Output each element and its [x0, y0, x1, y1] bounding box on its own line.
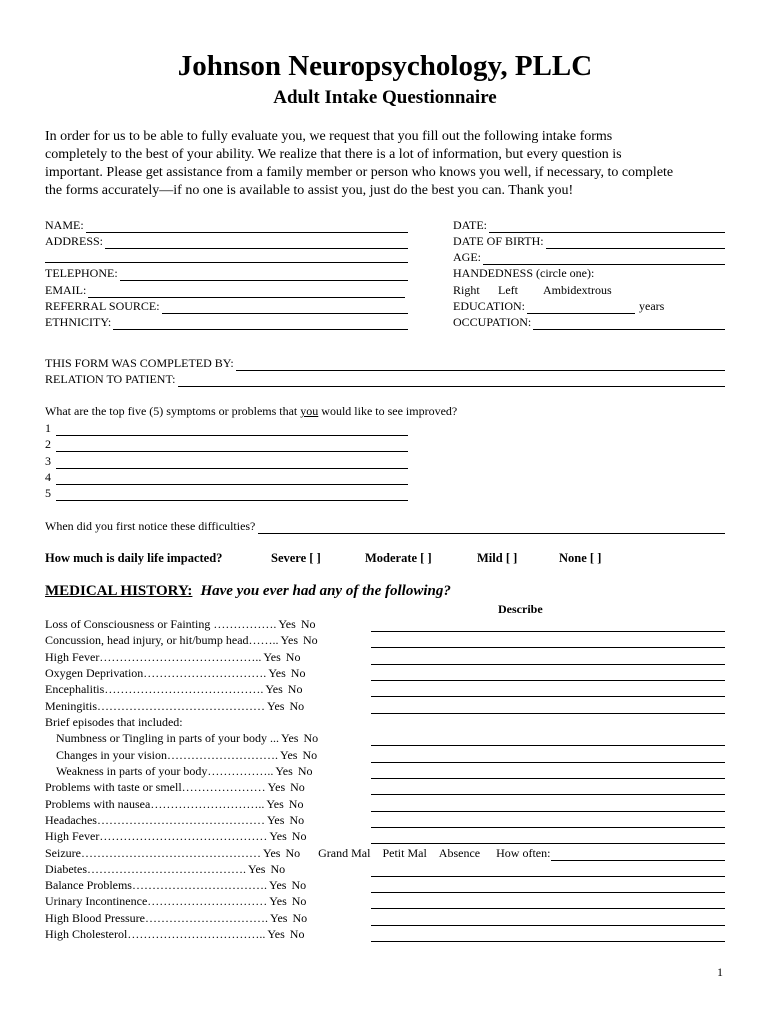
yes-option[interactable]: Yes — [266, 813, 285, 827]
medical-history-row — [45, 632, 725, 648]
condition-label: Seizure……………………………………… — [45, 846, 261, 860]
symptom-number: 2 — [45, 437, 51, 451]
yes-option[interactable]: Yes — [275, 764, 293, 778]
yes-option[interactable]: Yes — [262, 846, 281, 860]
page-title: Johnson Neuropsychology, PLLC — [177, 50, 593, 82]
intro-line: In order for us to be able to fully evaluate you, we request that you fill out the following intake forms — [45, 129, 613, 144]
ethnicity-line[interactable] — [113, 318, 408, 330]
medical-history-row — [45, 861, 725, 877]
age-line[interactable] — [483, 253, 725, 265]
occupation-line[interactable] — [533, 318, 725, 330]
no-option[interactable]: No — [289, 813, 305, 827]
date-line[interactable] — [489, 221, 725, 233]
describe-line[interactable] — [371, 832, 725, 844]
symptoms-question — [45, 403, 457, 419]
dob-label: DATE OF BIRTH: — [453, 234, 544, 248]
intro-paragraph — [45, 128, 673, 200]
dob-field[interactable] — [453, 233, 725, 249]
address-label: ADDRESS: — [45, 234, 104, 248]
medical-history-row — [45, 926, 725, 942]
handedness-label: HANDEDNESS (circle one): — [453, 266, 595, 280]
impact-none-checkbox[interactable]: None [ ] — [559, 551, 602, 565]
intro-line: the forms accurately—if no one is available to assist you, just do the best you can. Thank you! — [45, 183, 574, 198]
yes-option[interactable]: Yes — [268, 666, 286, 680]
symptom-2-field[interactable] — [45, 436, 408, 452]
referral-field[interactable] — [45, 298, 408, 314]
describe-line[interactable] — [371, 636, 725, 648]
email-label: EMAIL: — [45, 283, 87, 297]
impact-question: How much is daily life impacted? — [45, 551, 223, 565]
symptom-number: 3 — [45, 454, 51, 468]
impact-mild-checkbox[interactable]: Mild [ ] — [477, 551, 518, 565]
symptoms-question-you: you — [300, 404, 319, 418]
medical-history-row — [56, 747, 725, 763]
no-option[interactable]: No — [289, 699, 305, 713]
age-label: AGE: — [453, 250, 481, 264]
condition-label: High Fever…………………………………… — [45, 829, 268, 843]
address-line[interactable] — [105, 237, 408, 249]
onset-label: When did you first notice these difficulties? — [45, 519, 256, 533]
symptom-1-field[interactable] — [45, 420, 408, 436]
ethnicity-field[interactable] — [45, 314, 408, 330]
completed-by-line[interactable] — [236, 359, 725, 371]
describe-line[interactable] — [371, 734, 725, 746]
no-option[interactable]: No — [291, 878, 307, 892]
describe-column-header: Describe — [498, 602, 543, 616]
symptoms-question-post: would like to see improved? — [318, 404, 458, 418]
how-often-line[interactable] — [551, 849, 725, 861]
no-option[interactable]: No — [289, 927, 305, 941]
symptom-4-field[interactable] — [45, 469, 408, 485]
symptom-line[interactable] — [56, 440, 408, 452]
no-option[interactable]: No — [292, 911, 308, 925]
handedness-ambidextrous[interactable]: Ambidextrous — [543, 283, 612, 297]
condition-label: Numbness or Tingling in parts of your body ... — [56, 731, 280, 745]
yes-option[interactable]: Yes — [281, 731, 299, 745]
address-field[interactable] — [45, 233, 408, 249]
no-option[interactable]: No — [290, 666, 306, 680]
describe-line[interactable] — [371, 751, 725, 763]
education-line[interactable] — [527, 302, 635, 314]
medical-history-row — [45, 910, 725, 926]
grand-mal-option[interactable]: Grand Mal — [318, 846, 371, 860]
describe-line[interactable] — [371, 930, 725, 942]
no-option[interactable]: No — [287, 682, 303, 696]
how-often-label: How often: — [496, 846, 551, 860]
condition-label: High Blood Pressure…………………………. — [45, 911, 268, 925]
medical-history-subtitle: Have you ever had any of the following? — [200, 583, 451, 599]
yes-option[interactable]: Yes — [280, 633, 298, 647]
condition-label: Urinary Incontinence………………………… — [45, 894, 268, 908]
handedness-left[interactable]: Left — [498, 283, 518, 297]
yes-option[interactable]: Yes — [266, 797, 284, 811]
describe-line[interactable] — [371, 669, 725, 681]
referral-line[interactable] — [162, 302, 408, 314]
no-option[interactable]: No — [291, 829, 307, 843]
impact-severe-checkbox[interactable]: Severe [ ] — [271, 551, 321, 565]
describe-line[interactable] — [371, 800, 725, 812]
describe-line[interactable] — [371, 653, 725, 665]
occupation-label: OCCUPATION: — [453, 315, 532, 329]
medical-history-row — [45, 665, 725, 681]
completed-by-label: THIS FORM WAS COMPLETED BY: — [45, 356, 234, 370]
yes-option[interactable]: Yes — [267, 699, 285, 713]
yes-option[interactable]: Yes — [247, 862, 266, 876]
symptom-line[interactable] — [56, 457, 408, 469]
condition-label: Loss of Consciousness or Fainting ……………. — [45, 617, 277, 631]
no-option[interactable]: No — [291, 894, 307, 908]
age-field[interactable] — [453, 249, 725, 265]
impact-moderate-checkbox[interactable]: Moderate [ ] — [365, 551, 432, 565]
brief-episodes-label: Brief episodes that included: — [45, 715, 183, 729]
date-label: DATE: — [453, 218, 487, 232]
name-label: NAME: — [45, 218, 84, 232]
symptom-number: 1 — [45, 421, 51, 435]
yes-option[interactable]: Yes — [280, 748, 298, 762]
page-subtitle: Adult Intake Questionnaire — [273, 87, 497, 108]
describe-line[interactable] — [371, 767, 725, 779]
email-field[interactable] — [45, 282, 405, 298]
medical-history-row — [56, 763, 725, 779]
medical-history-row — [45, 845, 725, 861]
yes-option[interactable]: Yes — [278, 617, 296, 631]
relation-label: RELATION TO PATIENT: — [45, 372, 176, 386]
telephone-line[interactable] — [120, 269, 408, 281]
condition-label: Changes in your vision………………………. — [56, 748, 278, 762]
condition-label: Concussion, head injury, or hit/bump head…….. — [45, 633, 279, 647]
medical-history-title: MEDICAL HISTORY: — [45, 583, 193, 599]
onset-field[interactable] — [45, 518, 725, 534]
symptom-line[interactable] — [56, 489, 408, 501]
absence-option[interactable]: Absence — [438, 846, 481, 860]
education-unit: years — [639, 299, 665, 313]
describe-line[interactable] — [371, 702, 725, 714]
condition-label: Diabetes…………………………………. — [45, 862, 246, 876]
email-line[interactable] — [88, 286, 405, 298]
no-option[interactable]: No — [288, 797, 304, 811]
condition-label: Problems with taste or smell………………… — [45, 780, 266, 794]
condition-label: Weakness in parts of your body…………….. — [56, 764, 274, 778]
no-option[interactable]: No — [285, 846, 301, 860]
yes-option[interactable]: Yes — [265, 682, 283, 696]
describe-line[interactable] — [371, 897, 725, 909]
no-option[interactable]: No — [302, 748, 318, 762]
describe-line[interactable] — [371, 816, 725, 828]
yes-option[interactable]: Yes — [267, 927, 285, 941]
medical-history-row — [45, 812, 725, 828]
symptom-line[interactable] — [56, 424, 408, 436]
medical-history-row — [45, 616, 725, 632]
intro-line: important. Please get assistance from a family member or person who knows you well, if necessary, to complete — [45, 165, 674, 180]
symptom-3-field[interactable] — [45, 453, 408, 469]
name-field[interactable] — [45, 217, 408, 233]
no-option[interactable]: No — [303, 633, 318, 647]
symptom-number: 5 — [45, 486, 51, 500]
no-option[interactable]: No — [303, 731, 319, 745]
occupation-field[interactable] — [453, 314, 725, 330]
date-field[interactable] — [453, 217, 725, 233]
yes-option[interactable]: Yes — [263, 650, 281, 664]
onset-line[interactable] — [258, 522, 725, 534]
address-line-2[interactable] — [45, 262, 408, 263]
describe-line[interactable] — [371, 620, 725, 632]
symptom-number: 4 — [45, 470, 51, 484]
condition-label: Meningitis…………………………………… — [45, 699, 266, 713]
condition-label: Problems with nausea……………………….. — [45, 797, 265, 811]
symptom-5-field[interactable] — [45, 485, 408, 501]
condition-label: Encephalitis…………………………………. — [45, 682, 264, 696]
medical-history-row — [45, 877, 725, 893]
handedness-right[interactable]: Right — [453, 283, 480, 297]
referral-label: REFERRAL SOURCE: — [45, 299, 160, 313]
medical-history-row — [45, 796, 725, 812]
yes-option[interactable]: Yes — [269, 894, 287, 908]
no-option[interactable]: No — [270, 862, 286, 876]
telephone-field[interactable] — [45, 265, 408, 281]
condition-label: Headaches…………………………………… — [45, 813, 265, 827]
no-option[interactable]: No — [297, 764, 313, 778]
yes-option[interactable]: Yes — [270, 911, 288, 925]
relation-line[interactable] — [178, 375, 725, 387]
condition-label: Oxygen Deprivation…………………………. — [45, 666, 267, 680]
medical-history-row — [45, 893, 725, 909]
dob-line[interactable] — [546, 237, 725, 249]
medical-history-row — [45, 828, 725, 844]
describe-line[interactable] — [371, 881, 725, 893]
telephone-label: TELEPHONE: — [45, 266, 118, 280]
medical-history-heading — [45, 583, 451, 600]
describe-line[interactable] — [371, 685, 725, 697]
education-field[interactable] — [453, 298, 635, 314]
medical-history-row — [45, 681, 725, 697]
describe-line[interactable] — [371, 865, 725, 877]
medical-history-row — [56, 730, 725, 746]
condition-label: High Fever………………………………….. — [45, 650, 262, 664]
no-option[interactable]: No — [300, 617, 316, 631]
yes-option[interactable]: Yes — [268, 878, 287, 892]
ethnicity-label: ETHNICITY: — [45, 315, 112, 329]
medical-history-row — [45, 649, 725, 665]
medical-history-row — [45, 698, 725, 714]
name-line[interactable] — [86, 221, 408, 233]
condition-label: Balance Problems……………………………. — [45, 878, 267, 892]
describe-line[interactable] — [371, 914, 725, 926]
condition-label: High Cholesterol…………………………….. — [45, 927, 266, 941]
page-number: 1 — [717, 965, 723, 979]
yes-option[interactable]: Yes — [269, 829, 287, 843]
medical-history-row — [45, 779, 725, 795]
describe-line[interactable] — [371, 783, 725, 795]
symptom-line[interactable] — [56, 473, 408, 485]
completed-by-field[interactable] — [45, 355, 725, 371]
no-option[interactable]: No — [290, 780, 305, 794]
petit-mal-option[interactable]: Petit Mal — [382, 846, 427, 860]
symptoms-question-pre: What are the top five (5) symptoms or problems that — [45, 404, 301, 418]
intro-line: completely to the best of your ability. We realize that there is a lot of information, but every question is — [45, 147, 622, 162]
relation-field[interactable] — [45, 371, 725, 387]
education-label: EDUCATION: — [453, 299, 525, 313]
no-option[interactable]: No — [285, 650, 301, 664]
yes-option[interactable]: Yes — [267, 780, 286, 794]
